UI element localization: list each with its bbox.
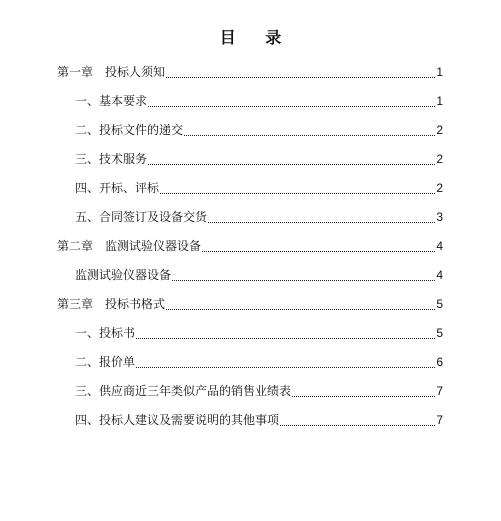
toc-page-number: 7	[436, 412, 443, 427]
toc-page-number: 7	[436, 383, 443, 398]
toc-page-number: 2	[436, 122, 443, 137]
dot-leader	[208, 222, 435, 223]
toc-entry-text: 三、供应商近三年类似产品的销售业绩表	[75, 383, 292, 398]
toc-page-number: 6	[436, 354, 443, 369]
dot-leader	[136, 367, 435, 368]
toc-entry-text: 三、技术服务	[75, 151, 148, 166]
dot-leader	[148, 106, 435, 107]
toc-page-number: 1	[436, 64, 443, 79]
dot-leader	[184, 135, 435, 136]
toc-entry-bid-opening-evaluation[interactable]	[0, 173, 501, 202]
toc-entry-text: 第三章 投标书格式	[57, 296, 166, 311]
dot-leader	[172, 280, 435, 281]
toc-entry-text: 一、投标书	[75, 325, 136, 340]
dot-leader	[292, 396, 435, 397]
dot-leader	[280, 425, 435, 426]
dot-leader	[166, 77, 435, 78]
table-of-contents	[0, 57, 501, 434]
toc-entry-basic-requirements[interactable]	[0, 86, 501, 115]
toc-entry-bid-submission[interactable]	[0, 115, 501, 144]
toc-page-number: 2	[436, 180, 443, 195]
toc-entry-text: 第一章 投标人须知	[57, 64, 166, 79]
toc-page-number: 2	[436, 151, 443, 166]
toc-entry-sales-performance[interactable]	[0, 376, 501, 405]
toc-entry-chapter-1[interactable]	[0, 57, 501, 86]
toc-entry-text: 监测试验仪器设备	[75, 267, 172, 282]
dot-leader	[136, 338, 435, 339]
toc-page-number: 5	[436, 325, 443, 340]
toc-entry-text: 二、投标文件的递交	[75, 122, 184, 137]
toc-page-number: 4	[436, 238, 443, 253]
dot-leader	[202, 251, 435, 252]
toc-entry-bidder-suggestions[interactable]	[0, 405, 501, 434]
toc-entry-chapter-2[interactable]	[0, 231, 501, 260]
toc-entry-bid-letter[interactable]	[0, 318, 501, 347]
toc-entry-technical-service[interactable]	[0, 144, 501, 173]
toc-entry-text: 二、报价单	[75, 354, 136, 369]
toc-page-number: 5	[436, 296, 443, 311]
toc-entry-text: 四、开标、评标	[75, 180, 160, 195]
toc-entry-monitoring-equipment[interactable]	[0, 260, 501, 289]
toc-entry-contract-delivery[interactable]	[0, 202, 501, 231]
dot-leader	[166, 309, 435, 310]
toc-page-number: 3	[436, 209, 443, 224]
toc-title: 目 录	[219, 28, 294, 47]
toc-entry-text: 四、投标人建议及需要说明的其他事项	[75, 412, 280, 427]
toc-entry-price-list[interactable]	[0, 347, 501, 376]
toc-entry-text: 一、基本要求	[75, 93, 148, 108]
dot-leader	[148, 164, 435, 165]
toc-entry-text: 第二章 监测试验仪器设备	[57, 238, 202, 253]
toc-page-number: 1	[436, 93, 443, 108]
dot-leader	[160, 193, 435, 194]
toc-entry-text: 五、合同签订及设备交货	[75, 209, 208, 224]
toc-page-number: 4	[436, 267, 443, 282]
toc-entry-chapter-3[interactable]	[0, 289, 501, 318]
